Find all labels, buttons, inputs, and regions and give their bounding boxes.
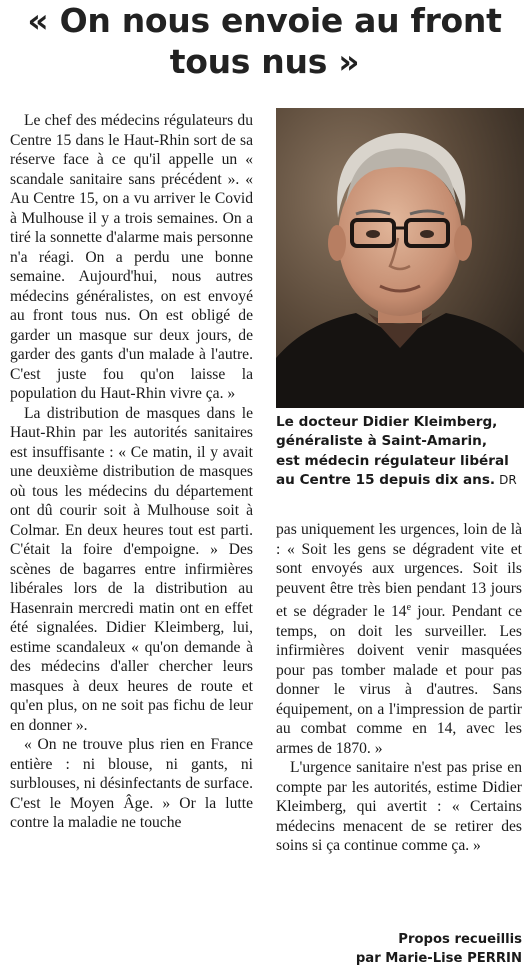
headline-line-1: « On nous envoie au front xyxy=(27,1,502,40)
right-column xyxy=(276,520,522,856)
caption-line: généraliste à Saint-Amarin, xyxy=(276,433,487,450)
left-column xyxy=(10,111,253,833)
photo-credit: DR xyxy=(499,472,517,487)
caption-line-last xyxy=(276,471,526,490)
signature-line-2: par Marie-Lise PERRIN xyxy=(355,951,522,966)
signature-line-1: Propos recueillis xyxy=(398,932,522,947)
paragraph-2: La distribution de masques dans le Haut-Rhin par les autorités sanitaires est insuffisante : « Ce matin, il y avait une deuxième distribution de masques où tous les médecins du département ont dû courir soit à Mulhouse soit à Colmar. En deux heures tout est parti. C'était la foire d'empoigne. » Des scènes de bagarres entre infirmières libérales lors de la distribution au Hasenrain mercredi matin ont en effet été signalées. Didier Kleimberg, lui, estime scandaleux « qu'on demande à des médecins d'aller chercher leurs masques à deux heures de route et qu'en plus, on ne soit pas fichu de leur en donner ». xyxy=(10,404,253,734)
ordinal-suffix: e xyxy=(406,602,412,613)
author-signature xyxy=(276,930,522,968)
paragraph-3: « On ne trouve plus rien en France entière : ni blouse, ni gants, ni surblouses, ni désinfectants de surface. C'est le Moyen Âge. » Or la lutte contre la maladie ne touche xyxy=(10,736,253,831)
caption-line-text: au Centre 15 depuis dix ans. xyxy=(276,471,496,488)
headline-line-2: tous nus » xyxy=(169,42,360,81)
paragraph-4-part-1: pas uniquement les urgences, loin de là : « Soit les gens se dégradent vite et sont envoyés aux urgences. Soit ils peuvent être très bien pendant 13 jours et se dégrader le 14 xyxy=(276,521,522,621)
paragraph-1: Le chef des médecins régulateurs du Centre 15 dans le Haut-Rhin sort de sa réserve face à ce qu'il appelle un « scandale sanitaire sans précédent ». « Au Centre 15, on a vu arriver le Covid à Mulhouse il y a trois semaines. On a tiré la sonnette d'alarme mais personne n'a réagi. On a perdu une bonne semaine. Aujourd'hui, nous autres médecins généralistes, on est envoyé au front tous nus. On est obligé de garder un masque sur deux jours, de garder des gants d'un malade à l'autre. C'est juste fou qu'on laisse la population du Haut-Rhin vivre ça. » xyxy=(10,112,253,402)
paragraph-4 xyxy=(276,520,522,758)
caption-line: Le docteur Didier Kleimberg, xyxy=(276,414,498,430)
photo-caption xyxy=(276,413,526,490)
paragraph-5: L'urgence sanitaire n'est pas prise en compte par les autorités, estime Didier Kleimberg, qui avertit : « Certains médecins menacent de se retirer des soins si ça continue comme ça. » xyxy=(276,759,522,855)
caption-line: est médecin régulateur libéral xyxy=(276,452,509,469)
portrait-photo xyxy=(276,108,524,408)
paragraph-4-part-2: jour. Pendant ce temps, on doit les surveiller. Les infirmières doivent venir masquées pour pas tomber malade et pour pas donner le virus à d'autres. Sans équipement, on a l'impression de partir au combat comme en 14, avec les armes de 1870. » xyxy=(276,603,522,757)
